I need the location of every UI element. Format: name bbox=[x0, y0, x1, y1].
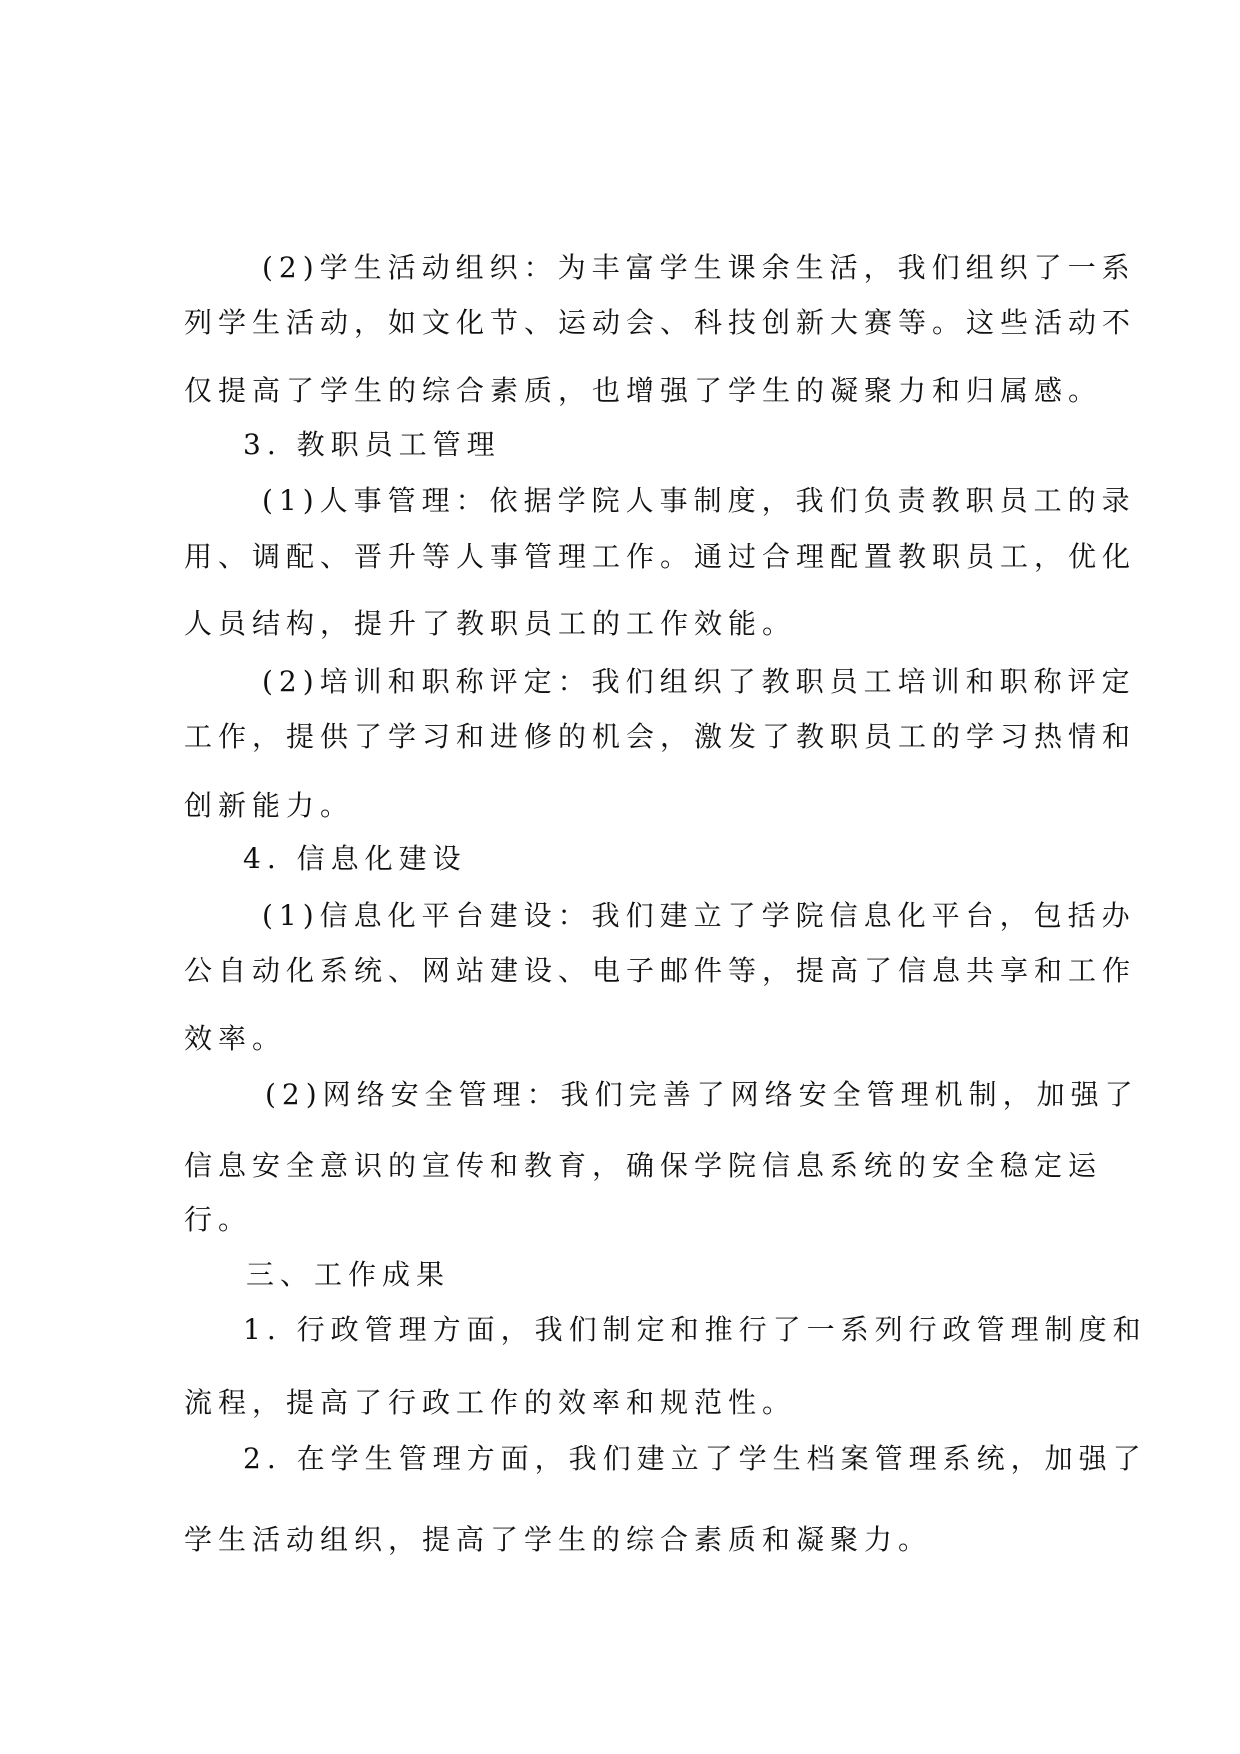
paragraph-line: 创新能力。 bbox=[184, 789, 355, 822]
paragraph-line: 列学生活动，如文化节、运动会、科技创新大赛等。这些活动不 bbox=[184, 306, 1137, 339]
section-heading: 4. 信息化建设 bbox=[243, 842, 467, 875]
paragraph-line: 学生活动组织，提高了学生的综合素质和凝聚力。 bbox=[184, 1523, 933, 1556]
paragraph-line: 行。 bbox=[184, 1203, 253, 1236]
paragraph-line: 2. 在学生管理方面，我们建立了学生档案管理系统，加强了 bbox=[243, 1442, 1147, 1475]
paragraph-line: 工作，提供了学习和进修的机会，激发了教职员工的学习热情和 bbox=[184, 720, 1137, 753]
paragraph-line: 公自动化系统、网站建设、电子邮件等，提高了信息共享和工作 bbox=[184, 954, 1137, 987]
paragraph-line: (2)学生活动组织：为丰富学生课余生活，我们组织了一系 bbox=[262, 251, 1136, 284]
paragraph-line: 1. 行政管理方面，我们制定和推行了一系列行政管理制度和 bbox=[243, 1313, 1147, 1346]
paragraph-line: 仅提高了学生的综合素质，也增强了学生的凝聚力和归属感。 bbox=[184, 374, 1103, 407]
paragraph-line: 人员结构，提升了教职员工的工作效能。 bbox=[184, 607, 797, 640]
paragraph-line: 流程，提高了行政工作的效率和规范性。 bbox=[184, 1386, 797, 1419]
section-heading: 三、工作成果 bbox=[246, 1258, 451, 1291]
paragraph-line: (1)人事管理：依据学院人事制度，我们负责教职员工的录 bbox=[262, 484, 1136, 517]
section-heading: 3. 教职员工管理 bbox=[243, 428, 501, 461]
paragraph-line: 信息安全意识的宣传和教育，确保学院信息系统的安全稳定运 bbox=[184, 1149, 1103, 1182]
paragraph-line: (1)信息化平台建设：我们建立了学院信息化平台，包括办 bbox=[262, 899, 1136, 932]
paragraph-line: 效率。 bbox=[184, 1022, 287, 1055]
paragraph-line: (2)网络安全管理：我们完善了网络安全管理机制，加强了 bbox=[265, 1078, 1139, 1111]
paragraph-line: (2)培训和职称评定：我们组织了教职员工培训和职称评定 bbox=[262, 665, 1136, 698]
paragraph-line: 用、调配、晋升等人事管理工作。通过合理配置教职员工，优化 bbox=[184, 540, 1137, 573]
